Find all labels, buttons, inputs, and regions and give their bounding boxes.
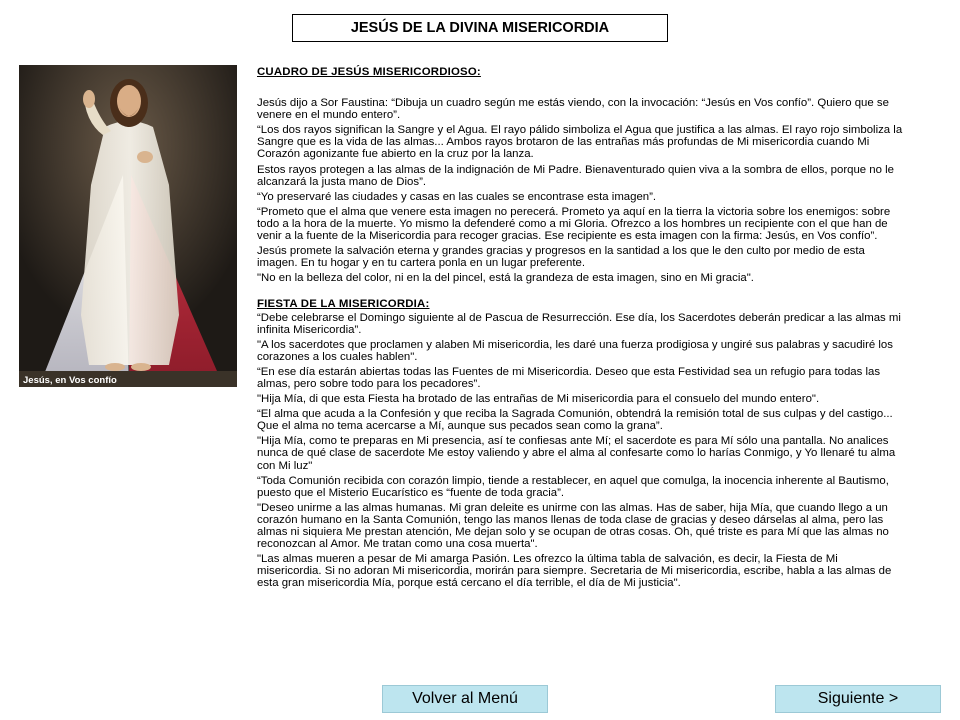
paragraph: “Prometo que el alma que venere esta imagen no perecerá. Prometo ya aquí en la tierra la victoria sobre los enemigos: sobre todo a la hora de la muerte. Yo mismo la defenderé como a mi Gloria. Ofrezco a los hombres un recipiente con el que han de venir a la fuente de la Misericordia para recoger gracias. Ese recipiente es esta imagen con la firma: Jesús, en Vos confío”. bbox=[257, 205, 891, 243]
paragraph: “Yo preservaré las ciudades y casas en las cuales se encontrase esta imagen”. bbox=[257, 190, 657, 203]
next-label: Siguiente > bbox=[817, 690, 899, 707]
content-column bbox=[257, 66, 905, 592]
page-title-text: JESÚS DE LA DIVINA MISERICORDIA bbox=[350, 20, 610, 36]
paragraph: Jesús dijo a Sor Faustina: “Dibuja un cuadro según me estás viendo, con la invocación: “Jesús en Vos confío”. Quiero que se venere en el mundo entero”. bbox=[257, 97, 889, 122]
paragraph: "No en la belleza del color, ni en la del pincel, está la grandeza de esta imagen, sino en Mi gracia". bbox=[257, 272, 754, 285]
paragraph: "Deseo unirme a las almas humanas. Mi gran deleite es unirme con las almas. Has de saber, hija Mía, que cuando llego a un corazón humano en la Santa Comunión, tengo las manos llenas de toda clase de gracias y deseo dárselas al alma, pero las almas ni siquiera Me prestan atención, Me dejan solo y se ocupan de otras cosas. Oh, qué triste es para Mí que las almas no reconozcan al Amor. Me tratan como una cosa muerta". bbox=[257, 501, 889, 551]
paragraph: "A los sacerdotes que proclamen y alaben Mi misericordia, les daré una fuerza prodigiosa y ungiré sus palabras y sacudiré los corazones a los cuales hablen". bbox=[257, 338, 893, 363]
paragraph: “Toda Comunión recibida con corazón limpio, tiende a restablecer, en aquel que comulga, la inocencia inherente al Bautismo, puesto que el Misterio Eucarístico es “fuente de toda gracia”. bbox=[257, 474, 889, 499]
back-to-menu-label: Volver al Menú bbox=[412, 690, 518, 707]
paragraph: “El alma que acuda a la Confesión y que reciba la Sagrada Comunión, obtendrá la remisión total de sus culpas y del castigo... Que el alma no tema acercarse a Mí, aunque sus pecados sean como la grana”. bbox=[257, 408, 893, 433]
paragraph: "Hija Mía, di que esta Fiesta ha brotado de las entrañas de Mi misericordia para el consuelo del mundo entero". bbox=[257, 393, 820, 406]
section-heading-fiesta: FIESTA DE LA MISERICORDIA: bbox=[257, 298, 430, 311]
paragraph: Estos rayos protegen a las almas de la indignación de Mi Padre. Bienaventurado quien viva a la sombra de ellos, porque no le alcanzará la justa mano de Dios”. bbox=[257, 163, 894, 188]
next-button[interactable] bbox=[775, 685, 941, 713]
divine-mercy-illustration bbox=[19, 65, 237, 387]
section-heading-cuadro: CUADRO DE JESÚS MISERICORDIOSO: bbox=[257, 66, 481, 78]
paragraph: “En ese día estarán abiertas todas las Fuentes de mi Misericordia. Deseo que esta Festividad sea un refugio para todas las almas, pero sobre todo para los pecadores”. bbox=[257, 365, 881, 390]
paragraph: "Las almas mueren a pesar de Mi amarga Pasión. Les ofrezco la última tabla de salvación, es decir, la Fiesta de Mi misericordia. Si no adoran Mi misericordia, morirán para siempre. Secretaria de Mi misericordia, escribe, habla a las almas de esta gran misericordia Mía, porque está cercano el día terrible, el día de Mi justicia". bbox=[257, 553, 892, 590]
paragraph: Jesús promete la salvación eterna y grandes gracias y progresos en la santidad a los que le den culto por medio de esta imagen. En tu hogar y en tu cartera ponla en un lugar preferente. bbox=[257, 245, 865, 270]
paragraph: "Hija Mía, como te preparas en Mi presencia, así te confiesas ante Mí; el sacerdote es para Mí sólo una pantalla. No analices nunca de qué clase de sacerdote Me estoy valiendo y abre el alma al confesarte como lo harías Conmigo, y Yo llenaré tu alma con Mi luz" bbox=[257, 435, 896, 472]
paragraph: “Los dos rayos significan la Sangre y el Agua. El rayo pálido simboliza el Agua que justifica a las almas. El rayo rojo simboliza la Sangre que es la vida de las almas... Ambos rayos brotaron de las entrañas más profundas de Mi misericordia cuando Mi Corazón agonizante fue abierto en la cruz por la lanza. bbox=[257, 124, 903, 161]
divine-mercy-image bbox=[19, 65, 237, 387]
page-title bbox=[292, 14, 668, 42]
paragraph: “Debe celebrarse el Domingo siguiente al de Pascua de Resurrección. Ese día, los Sacerdotes deberán predicar a las almas mi infinita Misericordia”. bbox=[257, 311, 901, 336]
back-to-menu-button[interactable] bbox=[382, 685, 548, 713]
image-caption: Jesús, en Vos confío bbox=[23, 375, 117, 386]
